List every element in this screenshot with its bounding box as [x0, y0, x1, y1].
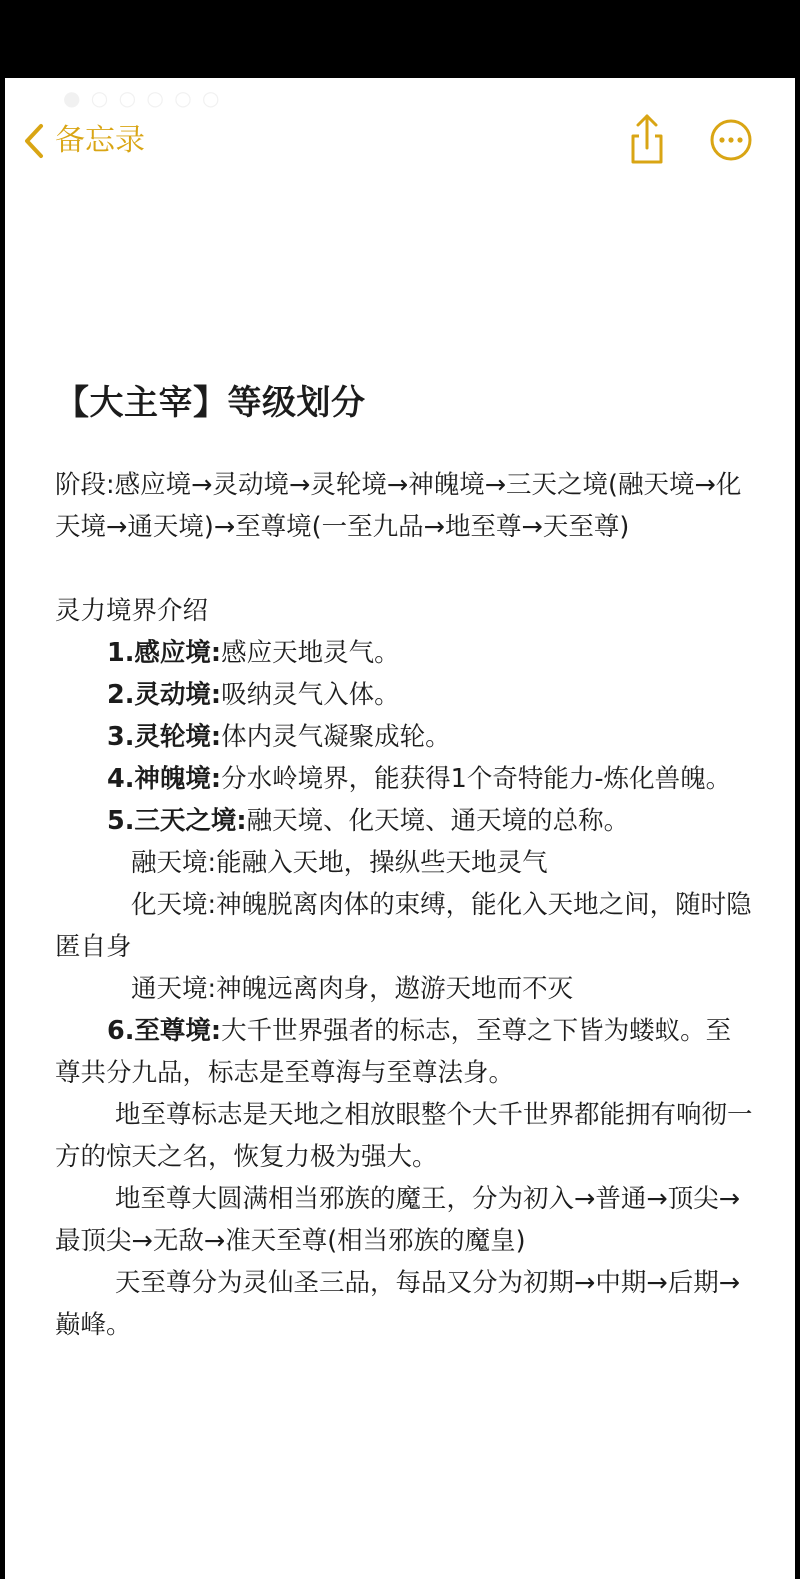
note-body[interactable]	[55, 378, 755, 1346]
back-button[interactable]	[23, 116, 145, 166]
detail-paragraph: 天至尊分为灵仙圣三品，每品又分为初期→中期→后期→巅峰。	[55, 1268, 741, 1340]
realm-label: 4.神魄境:	[107, 764, 222, 794]
realm-item	[55, 674, 755, 716]
sub-realm: 化天境:神魄脱离肉体的束缚，能化入天地之间，随时隐匿自身	[55, 890, 752, 962]
detail-paragraph: 地至尊大圆满相当邪族的魔王，分为初入→普通→顶尖→最顶尖→无敌→准天至尊(相当邪族的魔皇)	[55, 1184, 741, 1256]
realm-item	[55, 800, 755, 842]
more-button[interactable]	[709, 118, 753, 162]
sub-realm: 通天境:神魄远离肉身，遨游天地而不灭	[131, 974, 574, 1004]
status-bar: ● ○ ○ ○ ○ ○	[63, 86, 222, 110]
chevron-left-icon	[23, 123, 45, 159]
realm-desc: 融天境、化天境、通天境的总称。	[246, 806, 630, 836]
realm-desc: 大千世界强者的标志，至尊之下皆为蝼蚁。至尊共分九品，标志是至尊海与至尊法身。	[55, 1016, 732, 1088]
realm-label: 6.至尊境:	[107, 1016, 222, 1046]
notes-screen	[5, 78, 795, 1579]
realm-label: 1.感应境:	[107, 638, 222, 668]
note-title: 【大主宰】等级划分	[55, 383, 366, 423]
realm-desc: 吸纳灵气入体。	[221, 680, 400, 710]
ellipsis-circle-icon	[709, 147, 753, 166]
realm-desc: 分水岭境界，能获得1个奇特能力-炼化兽魄。	[221, 764, 732, 794]
sub-realm: 融天境:能融入天地，操纵些天地灵气	[131, 848, 548, 878]
realm-desc: 感应天地灵气。	[221, 638, 400, 668]
share-button[interactable]	[625, 110, 669, 166]
back-label: 备忘录	[55, 123, 145, 158]
realm-item	[55, 716, 755, 758]
detail-paragraph: 地至尊标志是天地之相放眼整个大千世界都能拥有响彻一方的惊天之名，恢复力极为强大。	[55, 1100, 753, 1172]
navigation-bar	[5, 108, 795, 172]
stages-paragraph: 阶段:感应境→灵动境→灵轮境→神魄境→三天之境(融天境→化天境→通天境)→至尊境(一至九品→地至尊→天至尊)	[55, 470, 742, 542]
blank-line	[55, 548, 755, 590]
realm-label: 3.灵轮境:	[107, 722, 222, 752]
realm-item	[55, 758, 755, 800]
share-icon	[625, 151, 669, 170]
realm-desc: 体内灵气凝聚成轮。	[221, 722, 451, 752]
realm-item	[55, 1010, 755, 1094]
realm-label: 5.三天之境:	[107, 806, 247, 836]
realm-item	[55, 632, 755, 674]
realm-label: 2.灵动境:	[107, 680, 222, 710]
intro-heading: 灵力境界介绍	[55, 596, 209, 626]
